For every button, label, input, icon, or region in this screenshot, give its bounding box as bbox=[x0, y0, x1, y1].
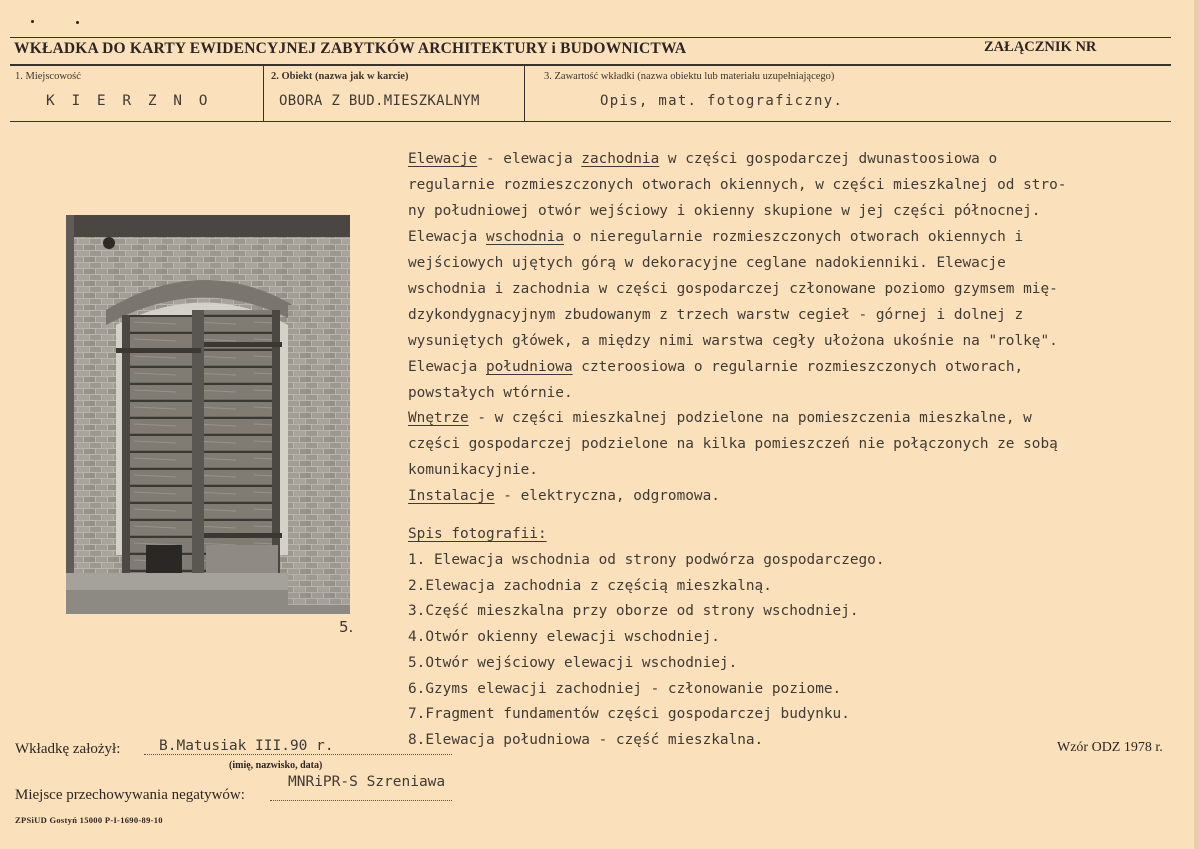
underlined-term: południowa bbox=[485, 359, 573, 375]
photo-list-item: 2.Elewacja zachodnia z częścią mieszkalną. bbox=[408, 577, 772, 594]
photo-list-item: 3.Część mieszkalna przy oborze od strony wschodniej. bbox=[408, 603, 859, 620]
description-line bbox=[408, 302, 1023, 328]
description-line bbox=[408, 172, 1066, 198]
fields-bottom-rule bbox=[10, 121, 1171, 122]
storage-dotted-line bbox=[270, 800, 452, 801]
description-line bbox=[408, 146, 997, 172]
description-line bbox=[408, 250, 1006, 276]
object-value: OBORA Z BUD.MIESZKALNYM bbox=[279, 93, 480, 109]
underlined-term: wschodnia bbox=[485, 229, 564, 245]
description-line bbox=[408, 457, 538, 483]
description-line bbox=[408, 431, 1058, 457]
author-dotted-line bbox=[144, 754, 452, 755]
description-line bbox=[408, 328, 1058, 354]
text-segment: komunikacyjnie. bbox=[408, 462, 538, 478]
field-divider-2 bbox=[524, 66, 525, 122]
page-edge bbox=[1194, 0, 1199, 849]
print-code: ZPSiUD Gostyń 15000 P-I-1690-89-10 bbox=[15, 815, 163, 825]
place-value: K I E R Z N O bbox=[46, 93, 212, 109]
text-segment: wysuniętych główek, a między nimi warstwa cegły ułożona ukośnie na "rolkę". bbox=[408, 333, 1058, 349]
description-line bbox=[408, 405, 1032, 431]
description-line bbox=[408, 483, 720, 509]
attachment-label: ZAŁĄCZNIK NR bbox=[984, 39, 1097, 55]
content-label: 3. Zawartość wkładki (nazwa obiektu lub materiału uzupełniającego) bbox=[544, 71, 835, 82]
document-title: WKŁADKA DO KARTY EWIDENCYJNEJ ZABYTKÓW ARCHITEKTURY i BUDOWNICTWA bbox=[14, 40, 687, 57]
text-segment: dzykondygnacyjnym zbudowanym z trzech warstw cegieł - górnej i dolnej z bbox=[408, 307, 1024, 323]
photo-list-item: 1. Elewacja wschodnia od strony podwórza gospodarczego. bbox=[408, 552, 885, 568]
text-segment: Elewacja bbox=[408, 229, 486, 245]
underlined-term: Wnętrze bbox=[408, 410, 469, 426]
text-segment: ny południowej otwór wejściowy i okienny skupione w jej części północnej. bbox=[408, 203, 1041, 219]
text-segment: wschodnia i zachodnia w części gospodarczej członowane poziomo gzymsem mię- bbox=[408, 281, 1058, 297]
storage-label: Miejsce przechowywania negatywów: bbox=[15, 787, 245, 803]
underlined-term: zachodnia bbox=[581, 151, 660, 167]
description-line bbox=[408, 224, 1023, 250]
author-hint: (imię, nazwisko, data) bbox=[229, 760, 323, 771]
form-code: Wzór ODZ 1978 r. bbox=[1057, 740, 1163, 755]
photo-list-item: 8.Elewacja południowa - część mieszkalna. bbox=[408, 731, 764, 748]
description-line bbox=[408, 354, 1023, 380]
description-line bbox=[408, 198, 1040, 224]
photo-list-item: 7.Fragment fundamentów części gospodarczej budynku. bbox=[408, 706, 850, 723]
photo-number: 5. bbox=[339, 618, 354, 636]
header-top-rule bbox=[10, 37, 1171, 38]
door-photograph bbox=[66, 215, 350, 614]
photo-list-item: 4.Otwór okienny elewacji wschodniej. bbox=[408, 629, 720, 646]
object-label: 2. Obiekt (nazwa jak w karcie) bbox=[271, 71, 409, 82]
content-value: Opis, mat. fotograficzny. bbox=[600, 93, 844, 109]
text-segment: wejściowych ujętych górą w dekoracyjne ceglane nadokienniki. Elewacje bbox=[408, 255, 1006, 271]
door-photo-image bbox=[66, 215, 350, 614]
place-label: 1. Miejscowość bbox=[15, 71, 81, 82]
speck bbox=[76, 21, 79, 24]
storage-value: MNRiPR-S Szreniawa bbox=[288, 774, 446, 790]
description-line bbox=[408, 380, 573, 406]
speck bbox=[31, 20, 34, 23]
photo-list-item: 5.Otwór wejściowy elewacji wschodniej. bbox=[408, 654, 738, 671]
underlined-term: Instalacje bbox=[408, 488, 495, 504]
text-segment: Elewacja bbox=[408, 359, 486, 375]
field-divider-1 bbox=[263, 66, 264, 122]
photo-list-title: Spis fotografii: bbox=[408, 526, 547, 542]
photo-list-item: 6.Gzyms elewacji zachodniej - członowanie poziome. bbox=[408, 680, 842, 697]
author-value: B.Matusiak III.90 r. bbox=[159, 738, 334, 754]
text-segment: o nieregularnie rozmieszczonych otworach okiennych i bbox=[563, 229, 1024, 245]
header-bottom-rule bbox=[10, 64, 1171, 66]
underlined-term: Elewacje bbox=[408, 151, 478, 167]
text-segment: czteroosiowa o regularnie rozmieszczonych otworach, bbox=[572, 359, 1024, 375]
text-segment: części gospodarczej podzielone na kilka pomieszczeń nie połączonych ze sobą bbox=[408, 436, 1058, 452]
text-segment: - elektryczna, odgromowa. bbox=[494, 488, 720, 504]
text-segment: - elewacja bbox=[477, 151, 582, 167]
text-segment: - w części mieszkalnej podzielone na pomieszczenia mieszkalne, w bbox=[468, 410, 1032, 426]
text-segment: regularnie rozmieszczonych otworach okiennych, w części mieszkalnej od stro- bbox=[408, 177, 1067, 193]
text-segment: powstałych wtórnie. bbox=[408, 385, 573, 401]
text-segment: w części gospodarczej dwunastoosiowa o bbox=[659, 151, 998, 167]
author-label: Wkładkę założył: bbox=[15, 741, 121, 757]
description-line bbox=[408, 276, 1058, 302]
